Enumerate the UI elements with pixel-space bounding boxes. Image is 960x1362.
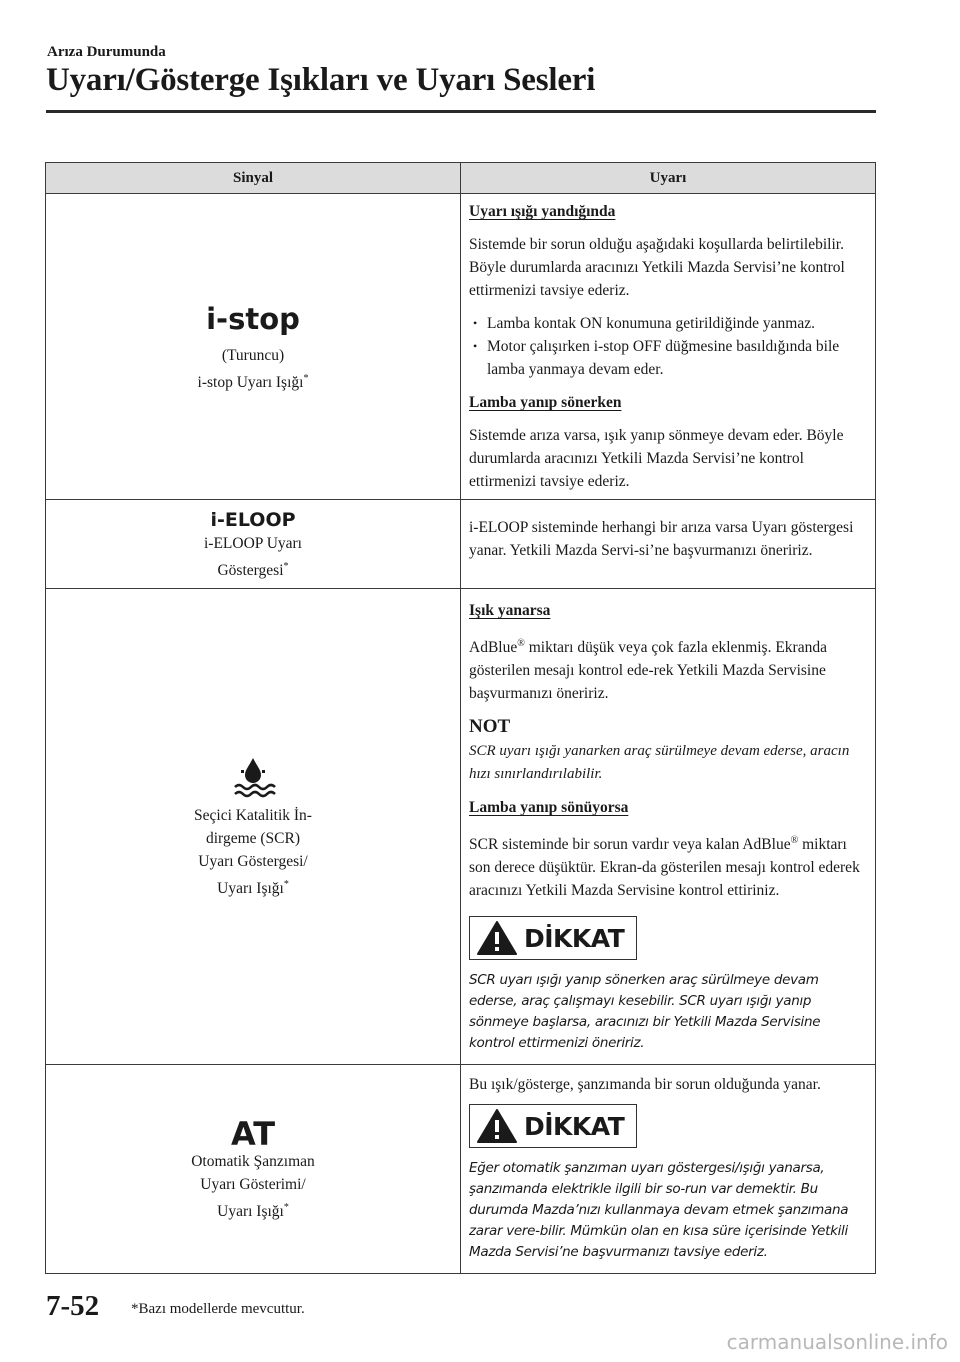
signal-label: i-ELOOP Uyarı (203, 535, 302, 552)
signal-label: (Turuncu) (221, 347, 285, 365)
table-row (46, 589, 876, 1065)
paragraph: i-ELOOP sisteminde herhangi bir arıza varsa Uyarı göstergesi yanar. Yetkili Mazda Servi-si’ne başvurmanızı öneririz. (469, 519, 854, 560)
signal-label (50, 873, 456, 900)
scr-warning-icon (231, 754, 275, 798)
paragraph (469, 829, 867, 902)
section-label: Arıza Durumunda (47, 44, 166, 60)
subheading: Lamba yanıp sönüyorsa (469, 799, 629, 817)
page-number: 7-52 (46, 1290, 100, 1322)
i-eloop-icon-text: i-ELOOP (210, 509, 296, 531)
signal-cell (46, 500, 461, 589)
i-stop-icon-text: i-stop (206, 302, 300, 337)
registered-mark: ® (790, 835, 799, 847)
table-row (46, 500, 876, 589)
watermark: carmanualsonline.info (726, 1330, 948, 1354)
bullet-list (469, 312, 867, 381)
signal-cell (46, 1065, 461, 1274)
asterisk-mark: * (283, 878, 289, 890)
caution-text: Eğer otomatik şanzıman uyarı göstergesi/ışığı yanarsa, şanzımanda elektrikle ilgili bir so-run var demektir. Bu durumda Mazda’nızı kullanmaya devam etmek şanzımana zarar vere-bilir. Mümkün olan en kısa süre içerisinde Yetkili Mazda Servisi’ne başvurmanızı tavsiye ederiz. (469, 1160, 849, 1261)
warning-triangle-icon (476, 1108, 518, 1144)
warning-cell (461, 589, 876, 1065)
warning-cell (461, 500, 876, 589)
warning-cell (461, 1065, 876, 1274)
footnote: *Bazı modellerde mevcuttur. (131, 1301, 305, 1317)
col-header-signal: Sinyal (46, 163, 461, 194)
signal-label: Otomatik Şanzıman (191, 1152, 315, 1170)
text-run: miktarı düşük veya çok fazla eklenmiş. Ekranda gösterilen mesajı kontrol ede-rek Yetkili Mazda Servisine başvurmanızı öneririz. (469, 639, 827, 703)
table-row (46, 1065, 876, 1274)
page-title: Uyarı/Gösterge Işıkları ve Uyarı Sesleri (46, 62, 596, 98)
list-item: • Lamba kontak ON konumuna getirildiğinde yanmaz. (469, 312, 867, 335)
signal-name: Uyarı Işığı (217, 1203, 284, 1221)
signal-name: i-stop Uyarı Işığı (197, 374, 304, 392)
warning-lights-table (45, 162, 876, 1274)
i-stop-icon (206, 298, 300, 338)
paragraph (469, 632, 867, 705)
list-item: • Motor çalışırken i-stop OFF düğmesine basıldığında bile lamba yanmaya devam eder. (469, 335, 867, 381)
subheading: Uyarı ışığı yandığında (469, 203, 616, 220)
signal-cell (46, 194, 461, 500)
warning-triangle-icon (476, 920, 518, 956)
caution-text: SCR uyarı ışığı yanıp sönerken araç sürülmeye devam ederse, araç çalışmayı kesebilir. SCR uyarı ışığı yanıp sönmeye başlarsa, aracınızı bir Yetkili Mazda Servisine kontrol ettirmenizi öneririz. (469, 972, 821, 1052)
table-header-row (46, 163, 876, 194)
signal-label: Uyarı Gösterimi/ (200, 1175, 306, 1193)
at-warning-icon (223, 1114, 283, 1153)
signal-name: Uyarı Işığı (217, 879, 284, 897)
signal-label: Uyarı Göstergesi/ (198, 852, 308, 870)
asterisk-mark: * (283, 1201, 289, 1213)
at-icon-text: AT (230, 1114, 276, 1153)
signal-cell (46, 589, 461, 1065)
registered-mark: ® (517, 638, 525, 650)
note-text: SCR uyarı ışığı yanarken araç sürülmeye devam ederse, aracın hızı sınırlandırılabilir. (469, 743, 850, 783)
signal-name: Göstergesi (217, 562, 284, 580)
warning-cell (461, 194, 876, 500)
caution-label: DİKKAT (524, 923, 625, 953)
signal-label: Seçici Katalitik İn- (194, 806, 312, 824)
table-row (46, 194, 876, 500)
caution-label: DİKKAT (524, 1111, 625, 1141)
subheading: Lamba yanıp sönerken (469, 394, 622, 411)
caution-box (469, 916, 637, 960)
title-rule (46, 110, 876, 113)
text-run: AdBlue (469, 639, 518, 657)
signal-label (50, 555, 456, 582)
text-run: miktarı son derece düşüktür. Ekran-da gösterilen mesajı kontrol ederek aracınızı Yetkili Mazda Servisine kontrol ettiriniz. (469, 836, 860, 900)
signal-label (50, 1196, 456, 1223)
paragraph: Sistemde arıza varsa, ışık yanıp sönmeye devam eder. Böyle durumlarda aracınızı Yetkili Mazda Servisi’ne kontrol ettirmenizi tavsiye ederiz. (469, 427, 844, 490)
paragraph: Bu ışık/gösterge, şanzımanda bir sorun olduğunda yanar. (469, 1076, 821, 1094)
signal-label (50, 367, 456, 394)
signal-label: dirgeme (SCR) (206, 829, 300, 847)
note-heading: NOT (469, 716, 511, 738)
text-run: SCR sisteminde bir sorun vardır veya kalan AdBlue (469, 836, 791, 854)
i-eloop-icon (211, 506, 295, 530)
asterisk-mark: * (303, 373, 309, 385)
paragraph: Sistemde bir sorun olduğu aşağıdaki koşullarda belirtilebilir. Böyle durumlarda aracınızı Yetkili Mazda Servisi’ne kontrol ettirmenizi tavsiye ederiz. (469, 236, 845, 299)
caution-box (469, 1104, 637, 1148)
asterisk-mark: * (283, 561, 289, 572)
col-header-warning: Uyarı (461, 163, 876, 194)
subheading: Işık yanarsa (469, 602, 551, 620)
